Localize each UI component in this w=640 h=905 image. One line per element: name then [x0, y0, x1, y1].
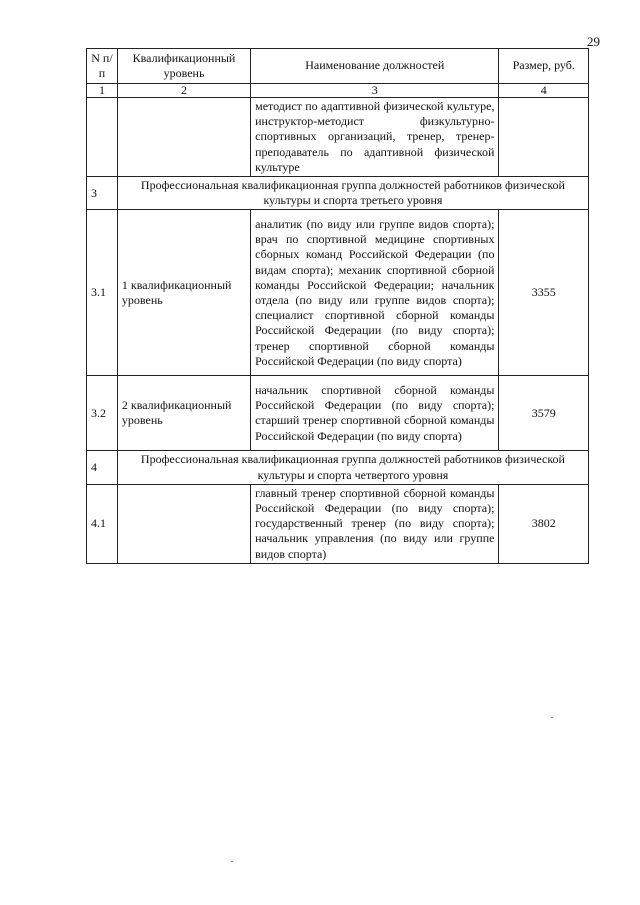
column-index: 2 — [117, 84, 250, 98]
row-salary: 3802 — [499, 484, 589, 563]
table-row — [87, 98, 589, 177]
salary-table — [86, 48, 589, 564]
group-title: Профессиональная квалификационная группа должностей работников физической культуры и спорта четвертого уровня — [117, 451, 588, 484]
row-salary: 3579 — [499, 376, 589, 451]
header-number: N п/п — [87, 49, 118, 84]
column-index: 3 — [251, 84, 499, 98]
row-positions: аналитик (по виду или группе видов спорта); врач по спортивной медицине спортивных сборных команд Российской Федерации (по видам спорта); механик спортивной сборной команды Российской Федерации; начальник отдела (по виду или группе видов спорта); специалист спортивной сборной команды Российской Федерации (по виду спорта); тренер спортивной сборной команды Российской Федерации (по виду спорта) — [251, 210, 499, 376]
scan-speck — [231, 861, 233, 862]
group-number: 3 — [87, 177, 118, 210]
row-positions: начальник спортивной сборной команды Российской Федерации (по виду спорта); старший тренер спортивной сборной команды Российской Федерации (по виду спорта) — [251, 376, 499, 451]
row-positions: методист по адаптивной физической культуре, инструктор-методист физкультурно-спортивных организаций, тренер, тренер-преподаватель по адаптивной физической культуре — [251, 98, 499, 177]
row-number — [87, 98, 118, 177]
table-row — [87, 210, 589, 376]
page-number: 29 — [587, 34, 600, 49]
row-level — [117, 484, 250, 563]
group-number: 4 — [87, 451, 118, 484]
scan-speck — [551, 717, 553, 718]
column-index: 1 — [87, 84, 118, 98]
table-row — [87, 484, 589, 563]
row-positions: главный тренер спортивной сборной команды Российской Федерации (по виду спорта); государственный тренер (по виду спорта); начальник управления (по виду или группе видов спорта) — [251, 484, 499, 563]
row-salary — [499, 98, 589, 177]
row-level — [117, 98, 250, 177]
header-qualification-level: Квалификационный уровень — [117, 49, 250, 84]
row-level: 1 квалификационный уровень — [117, 210, 250, 376]
row-number: 4.1 — [87, 484, 118, 563]
group-row — [87, 177, 589, 210]
group-row — [87, 451, 589, 484]
table-header-row — [87, 49, 589, 84]
group-title: Профессиональная квалификационная группа должностей работников физической культуры и спорта третьего уровня — [117, 177, 588, 210]
header-positions: Наименование должностей — [251, 49, 499, 84]
row-level: 2 квалификационный уровень — [117, 376, 250, 451]
row-number: 3.1 — [87, 210, 118, 376]
column-index: 4 — [499, 84, 589, 98]
column-index-row — [87, 84, 589, 98]
row-salary: 3355 — [499, 210, 589, 376]
row-number: 3.2 — [87, 376, 118, 451]
header-salary-size: Размер, руб. — [499, 49, 589, 84]
table-row — [87, 376, 589, 451]
